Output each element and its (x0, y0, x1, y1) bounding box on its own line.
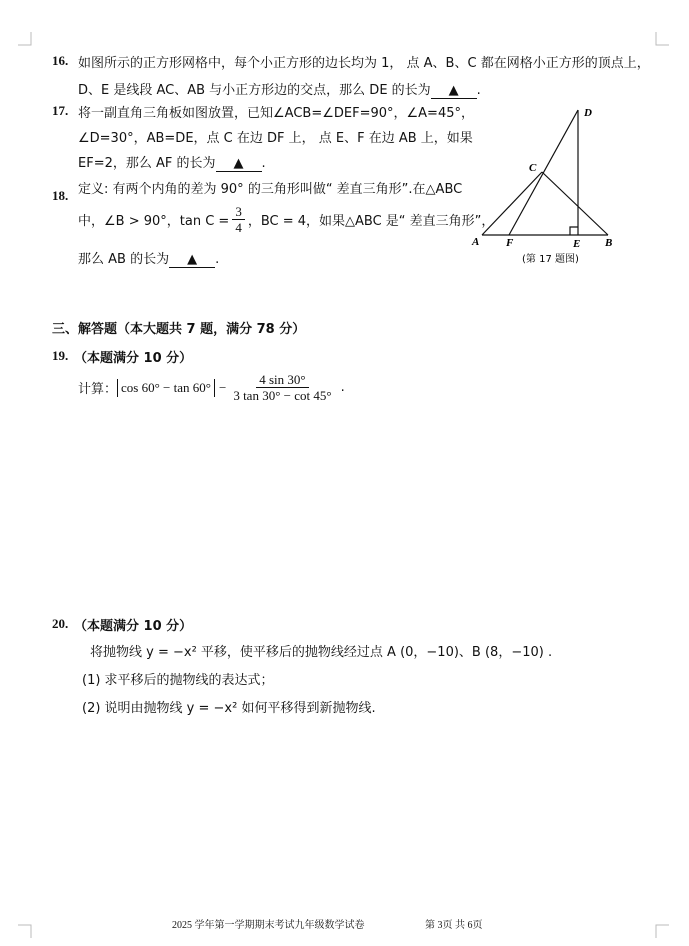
q19-expression (78, 372, 345, 403)
q18-line2 (78, 204, 494, 235)
q16-line2-end: . (476, 83, 481, 98)
q20-title: （本题满分 10 分） (74, 619, 193, 634)
crop-mark-bottom-right (655, 924, 669, 938)
q16-line2 (78, 79, 481, 99)
q20-number: 20. (52, 616, 69, 631)
q18-fraction-denominator: 4 (235, 220, 242, 235)
label-C: C (529, 162, 537, 174)
q18-line1: 定义: 有两个内角的差为 90° 的三角形叫做“ 差直三角形”.在△ABC (78, 182, 463, 197)
q19-title: （本题满分 10 分） (74, 351, 193, 366)
q17-line2: ∠D=30°，AB=DE，点 C 在边 DF 上， 点 E、F 在边 AB 上，如果 (78, 131, 473, 146)
label-A: A (472, 236, 480, 248)
q17-line3-end: . (261, 156, 266, 171)
q18-line2-text-b: ，BC = 4，如果△ABC 是“ 差直三角形”， (247, 214, 495, 229)
q19-end: . (340, 380, 345, 395)
q16-answer-blank: ▲ (431, 84, 477, 99)
q18-line3-end: . (215, 252, 220, 267)
q17-line1: 将一副直角三角板如图放置，已知∠ACB=∠DEF=90°，∠A=45°， (78, 106, 474, 121)
q20-item2: (2) 说明由抛物线 y = −x² 如何平移得到新抛物线. (82, 701, 376, 716)
q16-line2-text: D、E 是线段 AC、AB 与小正方形边的交点，那么 DE 的长为 (78, 83, 431, 98)
crop-mark-bottom-left (18, 924, 32, 938)
label-D: D (584, 107, 592, 119)
segment-DF (509, 110, 578, 235)
crop-mark-top-right (655, 32, 669, 46)
segment-AC (482, 172, 542, 235)
q17-answer-blank: ▲ (216, 157, 262, 172)
q19-absolute-value: cos 60° − tan 60° (117, 379, 215, 397)
q18-line2-text-a: 中，∠B > 90°，tan C = (78, 214, 230, 229)
q18-answer-blank: ▲ (169, 253, 215, 268)
q19-fraction (230, 372, 334, 403)
q18-number: 18. (52, 188, 69, 203)
crop-mark-top-left (18, 32, 32, 46)
section3-title: 三、解答题（本大题共 7 题，满分 78 分） (52, 322, 306, 337)
q19-lead: 计算： (78, 382, 118, 397)
footer-title: 2025 学年第一学期期末考试九年级数学试卷 (172, 920, 365, 931)
q19-minus: − (218, 379, 227, 395)
q18-line3 (78, 248, 219, 268)
label-B: B (605, 237, 613, 249)
q20-line1: 将抛物线 y = −x² 平移，使平移后的抛物线经过点 A (0，−10)、B (8，−10) . (90, 645, 553, 660)
q19-number: 19. (52, 348, 69, 363)
q18-tan-fraction (232, 204, 245, 235)
q17-figure (468, 98, 628, 268)
q17-line3 (78, 152, 266, 172)
q16-line1: 如图所示的正方形网格中，每个小正方形的边长均为 1， 点 A、B、C 都在网格小正方形的顶点上， (78, 56, 650, 71)
q17-number: 17. (52, 103, 69, 118)
q18-fraction-numerator: 3 (232, 204, 245, 220)
footer-page-number: 第 3页 共 6页 (425, 920, 483, 931)
segment-CB (542, 172, 608, 235)
right-angle-mark-E (570, 227, 578, 235)
q16-number: 16. (52, 53, 69, 68)
q17-line3-text: EF=2，那么 AF 的长为 (78, 156, 216, 171)
q19-fraction-numerator: 4 sin 30° (256, 372, 308, 388)
q18-line3-text: 那么 AB 的长为 (78, 252, 170, 267)
q20-item1: (1) 求平移后的抛物线的表达式； (82, 673, 274, 688)
q19-fraction-denominator: 3 tan 30° − cot 45° (233, 388, 332, 403)
label-F: F (506, 237, 514, 249)
figure-caption: (第 17 题图) (522, 254, 579, 265)
label-E: E (573, 238, 581, 250)
